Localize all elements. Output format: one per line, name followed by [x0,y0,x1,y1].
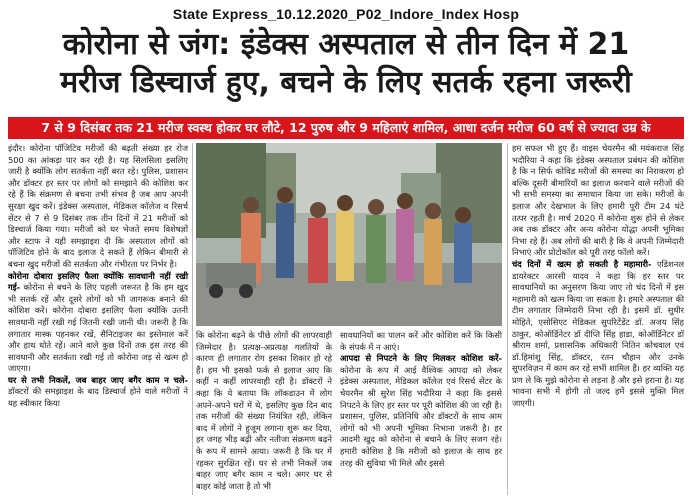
photo-illustration [196,143,502,326]
article-column-3 [340,330,502,469]
headline [0,26,692,102]
column-divider [192,143,193,495]
article-column-4 [512,143,684,410]
article-column-1 [8,143,188,410]
subheading: कोरोना दोबारा इसलिए फैला क्योंकि सावधानी नहीं रखी गई- [8,270,188,293]
headline-line-2: मरीज डिस्चार्ज हुए, बचने के लिए सतर्क रहना जरूरी [60,65,632,100]
subheading: घर से तभी निकलें, जब बाहर जाए बगैर काम न चले- [8,374,188,385]
page-header: State Express_10.12.2020_P02_Indore_Index Hosp [172,6,520,22]
paragraph-text: कोरोना के रूप में आई वैश्विक आपदा को लेकर इंडेक्स अस्पताल, मेडिकल कॉलेज एवं रिसर्च सेंटर के चेयरमैन श्री सुरेश सिंह भदौरिया ने कहा कि इससे निपटने के लिए हर स्तर पर पूरी कोशिश की जा रही है। प्रशासन, पुलिस, प्रतिनिधि और डॉक्टरों के साथ आम लोगों को भी अपनी भूमिका निभाना जरूरी है। हर आदमी खुद को कोरोना से बचाने के लिए सजग रहे। हमारी कोशिश है कि मरीजों को इलाज के साथ हर तरह की सुविधा भी मिले और इससे [340,364,502,468]
paragraph [512,259,684,410]
paragraph [8,271,188,375]
subheading: आपदा से निपटने के लिए मिलकर कोशिश करें- [340,353,502,364]
paragraph: हम सफल भी हुए हैं। वाइस चेयरमैन श्री मयंकराज सिंह भदौरिया ने कहा कि इंडेक्स अस्पताल प्रबंधन की कोशिश है कि न सिर्फ कोविड मरीजों की समस्या का निराकरण हो बल्कि दूसरी बीमारियों का इलाज करवाने वाले मरीजों की भी सभी समस्या का समाधान किया जा सके। मरीजों के इलाज और देखभाल के लिए हमारी पूरी टीम 24 घंटे तत्पर रहती है। मार्च 2020 में कोरोना शुरू होने से लेकर अब तक डॉक्टर और अन्य कोरोना योद्धा अपनी भूमिका निभा रहे हैं। अब लोगों की बारी है कि वे अपनी जिम्मेदारी निभाएं और प्रोटोकॉल को पूरी तरह फॉलो करें। [512,143,684,258]
paragraph: कि कोरोना बढ़ने के पीछे लोगों की लापरवाही जिम्मेदार है। प्रत्यक्ष-अप्रत्यक्ष गलतियों के कारण ही लगातार रोग इसका शिकार हो रहे हैं। हम भी इसको फर्क से इलाज आए कि कहीं न कहीं लापरवाही रही है। डॉक्टरों ने कहा कि ये बताया कि लॉकडाउन में लोग अपने-अपने घरों में थे, इसलिए कुछ दिन बाद तक मरीजों की संख्या नियंत्रित रही, लेकिन बाद में लोगों ने हुजूम लगाना शुरू कर दिया, हर जगह भीड़ बढ़ी और नतीजा संक्रमण बढ़ने के रूप में सामने आया। जरूरी है कि घर में रहकर सुरक्षित रहें। घर से तभी निकलें जब बाहर जाए बगैर काम न चले। अगर घर से बाहर कोई जाता है तो भी [196,330,332,491]
paragraph-text: कोरोना से बचने के लिए पहली जरूरत है कि हम खुद भी सतर्क रहें और दूसरे लोगों को भी जागरूक बनाने की कोशिश करें। कोरोना दोबारा इसलिए फैला क्योंकि उतनी सावधानी नहीं रखी गई जितनी रखी जानी थी। जरूरी है कि लगातार मास्क पहनकर रखें, सैनिटाइजर का इस्तेमाल करें और हाथ धोते रहें। आने वाले कुछ दिनों तक इस तरह की सावधानी और सतर्कता रखी गई तो कोरोना जड़ से खत्म हो जाएगा। [8,282,188,374]
paragraph: सावधानियों का पालन करें और कोशिश करें कि किसी के संपर्क में न आएं। [340,330,502,352]
paragraph-text: डॉक्टरों की समझाइश के बाद डिस्चार्ज होने वाले मरीजों ने यह स्वीकार किया [8,386,188,409]
paragraph [8,375,188,410]
article-column-2 [196,330,332,492]
news-photo [196,143,502,326]
headline-line-1: कोरोना से जंग: इंडेक्स अस्पताल से तीन दिन में 21 [62,27,630,62]
subheading: चंद दिनों में खत्म हो सकती है महामारी- [512,258,652,269]
subheadline-bar: 7 से 9 दिसंबर तक 21 मरीज स्वस्थ होकर घर लौटे, 12 पुरुष और 9 महिलाएं शामिल, आधा दर्जन मरीज 60 वर्ष से ज्यादा उम्र के [8,117,684,139]
column-divider [507,143,508,495]
paragraph [340,353,502,469]
paragraph-text: एडिशनल डायरेक्टर आरसी यादव ने कहा कि हर स्तर पर सावधानियों का अनुसरण किया जाए तो चंद दिनों में इस महामारी को खत्म किया जा सकता है। हमारे अस्पताल की टीम लगातार जिम्मेदारी निभा रही है। इसमें डॉ. सुधीर मोहिते, एसोसिएट मेडिकल सुपरिटेंडेंट डॉ. अजय सिंह ठाकुर, कोऑर्डिनेटर डॉ दीप्ति सिंह हाडा, कोऑर्डिनेटर डॉ श्रीराम शर्मा, प्रशासनिक अधिकारी नितिन कोचवाल एवं डॉ.हिमांशु सिंह, डॉक्टर, रतन चौहान और उनके सुपरविज़न में काम कर रहे सभी शामिल हैं। हर व्यक्ति यह प्रण ले कि मुझे कोरोना से लड़ना है और इसे हराना है। यह भावना सभी में होगी तो जल्द हमें इससे मुक्ति मिल जाएगी। [512,258,684,409]
paragraph: इंदौर। कोरोना पॉजिटिव मरीजों की बढ़ती संख्या हर रोज 500 का आंकड़ा पार कर रही है। यह सिलसिला इसलिए जारी है क्योंकि लोग सतर्कता नहीं बरत रहे। पुलिस, प्रशासन और डॉक्टर हर स्तर पर लोगों को समझाने की कोशिश कर रहे हैं कि संक्रमण से बचना तभी संभव है जब आप अपनी सुरक्षा खुद करें। इंडेक्स अस्पताल, मेडिकल कॉलेज व रिसर्च सेंटर से 7 से 9 दिसंबर तक तीन दिनों में 21 मरीजों को डिस्चार्ज किया गया। मरीजों को घर भेजते समय विशेषज्ञों और स्टाफ ने यही समझाइश दी कि अस्पताल लोगों को पॉजिटिव होने के बाद इलाज दे सकते हैं लेकिन बीमारी से बचना खुद मरीजों की सतर्कता और गंभीरता पर निर्भर है। [8,143,188,269]
